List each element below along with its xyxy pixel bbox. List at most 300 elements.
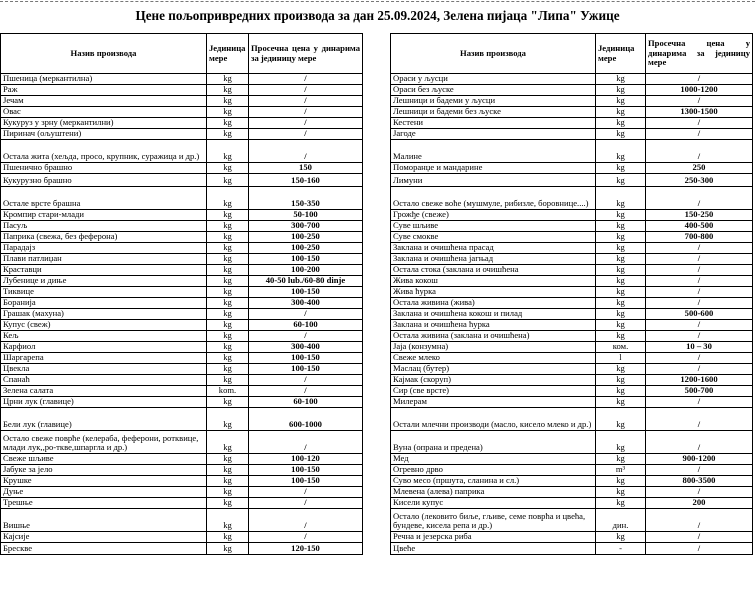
table-row — [391, 454, 753, 465]
table-row — [1, 221, 363, 232]
table-row — [1, 187, 363, 210]
table-row — [391, 465, 753, 476]
price-cell: / — [249, 375, 363, 386]
unit-cell: kg — [596, 331, 646, 342]
table-row — [1, 397, 363, 408]
product-name: Пшенично брашно — [1, 163, 207, 174]
table-row — [1, 320, 363, 331]
table-row — [391, 221, 753, 232]
price-cell: 500-700 — [646, 386, 753, 397]
price-cell: 250-300 — [646, 174, 753, 187]
unit-cell: kg — [207, 254, 249, 265]
table-row — [391, 476, 753, 487]
product-name: Суве смокве — [391, 232, 596, 243]
price-cell: 1200-1600 — [646, 375, 753, 386]
price-cell: 500-600 — [646, 309, 753, 320]
product-name: Пиринач (oљуштени) — [1, 129, 207, 140]
unit-cell: kg — [207, 309, 249, 320]
product-name: Речна и језерска риба — [391, 532, 596, 543]
table-row — [391, 353, 753, 364]
unit-cell: l — [596, 353, 646, 364]
unit-cell: kg — [596, 174, 646, 187]
table-row — [391, 140, 753, 163]
table-row — [391, 96, 753, 107]
product-name: Вишње — [1, 509, 207, 532]
table-row — [1, 129, 363, 140]
table-row — [391, 397, 753, 408]
unit-cell: kg — [596, 118, 646, 129]
unit-cell: kg — [596, 187, 646, 210]
product-name: Дуње — [1, 487, 207, 498]
price-cell: / — [646, 129, 753, 140]
table-row — [1, 476, 363, 487]
price-cell: 100-200 — [249, 265, 363, 276]
price-cell: / — [646, 287, 753, 298]
price-cell: / — [646, 298, 753, 309]
product-name: Кајсије — [1, 532, 207, 543]
product-name: Остала стока (заклана и очишћена — [391, 265, 596, 276]
table-row — [1, 532, 363, 543]
table-row — [1, 431, 363, 454]
unit-cell: kg — [207, 397, 249, 408]
price-cell: 100-250 — [249, 243, 363, 254]
price-cell: 100-150 — [249, 465, 363, 476]
price-cell: / — [249, 498, 363, 509]
table-row — [391, 375, 753, 386]
price-cell: / — [646, 543, 753, 555]
product-name: Остало (лековито биље, гљиве, семе поврћа и цвећа, бундеве, кисела репа и др.) — [391, 509, 596, 532]
price-cell: 150-250 — [646, 210, 753, 221]
price-cell: 1000-1200 — [646, 85, 753, 96]
unit-cell: kg — [596, 431, 646, 454]
table-row — [1, 254, 363, 265]
table-row — [391, 364, 753, 375]
product-name: Паприка (свежа, без феферона) — [1, 232, 207, 243]
table-row — [1, 243, 363, 254]
unit-cell: kg — [596, 487, 646, 498]
unit-cell: kg — [596, 532, 646, 543]
unit-cell: kg — [596, 386, 646, 397]
product-name: Грожђе (свеже) — [391, 210, 596, 221]
price-cell: / — [646, 353, 753, 364]
unit-cell: kg — [596, 85, 646, 96]
product-name: Заклана и очишћена прасад — [391, 243, 596, 254]
product-name: Остало свеже поврће (келераба, феферони, ротквице, млади лук,,ро-ткве,шпаргла и др.) — [1, 431, 207, 454]
product-name: Цвекла — [1, 364, 207, 375]
unit-cell: kg — [596, 397, 646, 408]
product-name: Заклана и очишћена ћурка — [391, 320, 596, 331]
unit-cell: kg — [596, 210, 646, 221]
product-name: Грашак (махуна) — [1, 309, 207, 320]
table-row — [1, 107, 363, 118]
table-row — [1, 375, 363, 386]
price-cell: / — [249, 386, 363, 397]
product-name: Црни лук (главице) — [1, 397, 207, 408]
price-cell: 100-150 — [249, 353, 363, 364]
unit-cell: kg — [207, 96, 249, 107]
unit-cell: kg — [596, 254, 646, 265]
table-row — [391, 543, 753, 555]
table-row — [1, 509, 363, 532]
table-row — [1, 210, 363, 221]
header-unit: Јединица мере — [207, 34, 249, 74]
unit-cell: kg — [207, 509, 249, 532]
price-cell: / — [646, 243, 753, 254]
unit-cell: kg — [207, 140, 249, 163]
product-name: Бели лук (главице) — [1, 408, 207, 431]
price-cell: / — [249, 85, 363, 96]
price-cell: 50-100 — [249, 210, 363, 221]
table-row — [391, 118, 753, 129]
unit-cell: kg — [207, 408, 249, 431]
unit-cell: kg — [596, 243, 646, 254]
table-row — [391, 210, 753, 221]
unit-cell: kg — [596, 364, 646, 375]
unit-cell: kg — [596, 287, 646, 298]
top-rule — [0, 0, 755, 4]
product-name: Брескве — [1, 543, 207, 555]
unit-cell: kg — [207, 476, 249, 487]
price-cell: / — [249, 532, 363, 543]
unit-cell: kg — [207, 243, 249, 254]
unit-cell: ком. — [596, 342, 646, 353]
page-title: Цене пољопривредних производа за дан 25.09.2024, Зелена пијаца "Липа" Ужице — [135, 8, 620, 23]
product-name: Суво месо (пршута, сланина и сл.) — [391, 476, 596, 487]
product-name: Суве шљиве — [391, 221, 596, 232]
price-cell: 400-500 — [646, 221, 753, 232]
product-name: Шаргарепа — [1, 353, 207, 364]
unit-cell: kg — [207, 221, 249, 232]
unit-cell: kg — [207, 331, 249, 342]
unit-cell: kg — [596, 408, 646, 431]
price-cell: / — [646, 140, 753, 163]
table-row — [391, 309, 753, 320]
product-name: Јечам — [1, 96, 207, 107]
table-row — [1, 386, 363, 397]
price-cell: / — [646, 509, 753, 532]
table-row — [1, 287, 363, 298]
table-row — [391, 163, 753, 174]
table-row — [1, 364, 363, 375]
table-row — [1, 140, 363, 163]
unit-cell: kom. — [207, 386, 249, 397]
table-row — [391, 107, 753, 118]
table-row — [391, 287, 753, 298]
table-row — [1, 174, 363, 187]
product-name: Заклана и очишћена кокош и пилад — [391, 309, 596, 320]
product-name: Ораси у љусци — [391, 74, 596, 85]
product-name: Огревно дрво — [391, 465, 596, 476]
price-cell: 10 – 30 — [646, 342, 753, 353]
price-cell: 100-150 — [249, 364, 363, 375]
unit-cell: kg — [207, 118, 249, 129]
price-cell: 300-400 — [249, 342, 363, 353]
unit-cell: kg — [207, 487, 249, 498]
price-cell: / — [249, 129, 363, 140]
product-name: Јабуке за јело — [1, 465, 207, 476]
table-row — [391, 331, 753, 342]
product-name: Жива кокош — [391, 276, 596, 287]
product-name: Карфиол — [1, 342, 207, 353]
table-row — [1, 487, 363, 498]
unit-cell: kg — [596, 309, 646, 320]
table-row — [1, 543, 363, 555]
product-name: Кајмак (скоруп) — [391, 375, 596, 386]
price-cell: 200 — [646, 498, 753, 509]
unit-cell: m³ — [596, 465, 646, 476]
product-name: Кукуруз у зрну (меркантилни) — [1, 118, 207, 129]
unit-cell: kg — [596, 476, 646, 487]
unit-cell: kg — [596, 232, 646, 243]
table-row — [1, 353, 363, 364]
price-cell: 120-150 — [249, 543, 363, 555]
price-cell: / — [646, 487, 753, 498]
product-name: Пшеница (меркантилна) — [1, 74, 207, 85]
product-name: Свеже шљиве — [1, 454, 207, 465]
product-name: Кестени — [391, 118, 596, 129]
table-row — [391, 386, 753, 397]
price-cell: 1300-1500 — [646, 107, 753, 118]
unit-cell: kg — [207, 210, 249, 221]
unit-cell: kg — [596, 96, 646, 107]
price-cell: / — [646, 254, 753, 265]
unit-cell: kg — [207, 74, 249, 85]
product-name: Сир (све врсте) — [391, 386, 596, 397]
unit-cell: kg — [596, 107, 646, 118]
price-cell: / — [249, 331, 363, 342]
product-name: Лешници и бадеми без љуске — [391, 107, 596, 118]
unit-cell: kg — [207, 375, 249, 386]
header-product-name: Назив производа — [1, 34, 207, 74]
unit-cell: kg — [207, 265, 249, 276]
table-row — [1, 298, 363, 309]
price-cell: 900-1200 — [646, 454, 753, 465]
product-name: Кисели купус — [391, 498, 596, 509]
product-name: Остала живина (жива) — [391, 298, 596, 309]
product-name: Свеже млеко — [391, 353, 596, 364]
price-cell: / — [249, 140, 363, 163]
price-cell: 300-700 — [249, 221, 363, 232]
price-cell: / — [249, 509, 363, 532]
price-cell: 100-120 — [249, 454, 363, 465]
price-cell: / — [646, 331, 753, 342]
price-cell: / — [646, 276, 753, 287]
unit-cell: kg — [207, 431, 249, 454]
unit-cell: kg — [207, 232, 249, 243]
unit-cell: kg — [207, 287, 249, 298]
price-cell: / — [646, 465, 753, 476]
unit-cell: kg — [207, 465, 249, 476]
table-row — [1, 265, 363, 276]
product-name: Мед — [391, 454, 596, 465]
header-price: Просечна цена у динарима за јединицу мере — [249, 34, 363, 74]
price-cell: 300-400 — [249, 298, 363, 309]
table-row — [1, 74, 363, 85]
unit-cell: kg — [596, 140, 646, 163]
product-name: Остала жита (хељда, просо, крупник, суражица и др.) — [1, 140, 207, 163]
price-cell: / — [646, 431, 753, 454]
price-cell: / — [646, 74, 753, 85]
price-cell: 600-1000 — [249, 408, 363, 431]
product-name: Раж — [1, 85, 207, 96]
price-cell: 40-50 lub./60-80 dinje — [249, 276, 363, 287]
table-row — [1, 96, 363, 107]
unit-cell: kg — [596, 276, 646, 287]
product-name: Краставци — [1, 265, 207, 276]
price-cell: 250 — [646, 163, 753, 174]
product-name: Цвеће — [391, 543, 596, 555]
table-row — [391, 320, 753, 331]
unit-cell: kg — [596, 265, 646, 276]
unit-cell: kg — [207, 364, 249, 375]
product-name: Јаја (конзумна) — [391, 342, 596, 353]
price-cell: / — [249, 309, 363, 320]
unit-cell: kg — [207, 298, 249, 309]
table-row — [1, 498, 363, 509]
table-row — [391, 85, 753, 96]
header-product-name: Назив производа — [391, 34, 596, 74]
price-cell: 700-800 — [646, 232, 753, 243]
product-name: Плави патлиџан — [1, 254, 207, 265]
unit-cell: kg — [207, 532, 249, 543]
price-cell: / — [249, 487, 363, 498]
table-row — [1, 331, 363, 342]
table-row — [391, 431, 753, 454]
product-name: Спанаћ — [1, 375, 207, 386]
price-cell: 100-250 — [249, 232, 363, 243]
unit-cell: kg — [207, 174, 249, 187]
unit-cell: kg — [596, 298, 646, 309]
product-name: Лешници и бадеми у љусци — [391, 96, 596, 107]
price-cell: / — [646, 118, 753, 129]
unit-cell: kg — [596, 129, 646, 140]
product-name: Ораси без љуске — [391, 85, 596, 96]
price-cell: 100-150 — [249, 476, 363, 487]
product-name: Јагоде — [391, 129, 596, 140]
table-row — [391, 74, 753, 85]
price-cell: 150-350 — [249, 187, 363, 210]
unit-cell: kg — [596, 163, 646, 174]
product-name: Остале врсте брашна — [1, 187, 207, 210]
price-cell: / — [646, 408, 753, 431]
product-name: Овас — [1, 107, 207, 118]
price-cell: 60-100 — [249, 320, 363, 331]
table-row — [391, 232, 753, 243]
price-cell: / — [249, 431, 363, 454]
price-cell: 150 — [249, 163, 363, 174]
price-cell: / — [646, 187, 753, 210]
unit-cell: kg — [596, 221, 646, 232]
product-name: Поморанџе и мандарине — [391, 163, 596, 174]
unit-cell: kg — [207, 129, 249, 140]
price-cell: / — [646, 364, 753, 375]
unit-cell: kg — [207, 163, 249, 174]
unit-cell: kg — [207, 342, 249, 353]
price-cell: / — [249, 96, 363, 107]
price-cell: / — [646, 96, 753, 107]
price-cell: / — [249, 107, 363, 118]
product-name: Остали млечни производи (масло, кисело млеко и др.) — [391, 408, 596, 431]
unit-cell: kg — [207, 498, 249, 509]
table-row — [391, 509, 753, 532]
table-row — [1, 454, 363, 465]
unit-cell: kg — [596, 74, 646, 85]
product-name: Заклана и очишћена јагњад — [391, 254, 596, 265]
table-row — [391, 174, 753, 187]
unit-cell: kg — [596, 498, 646, 509]
table-row — [391, 532, 753, 543]
price-cell: / — [249, 74, 363, 85]
table-row — [391, 187, 753, 210]
header-price: Просечна цена у динарима за јединицу мере — [646, 34, 753, 74]
product-name: Кромпир стари-млади — [1, 210, 207, 221]
table-row — [1, 408, 363, 431]
price-cell: 100-150 — [249, 254, 363, 265]
table-row — [391, 265, 753, 276]
price-cell: 100-150 — [249, 287, 363, 298]
price-cell: / — [646, 397, 753, 408]
price-table-left — [0, 33, 363, 555]
price-cell: / — [646, 265, 753, 276]
product-name: Парадајз — [1, 243, 207, 254]
header-unit: Јединица мере — [596, 34, 646, 74]
product-name: Млевена (алева) паприка — [391, 487, 596, 498]
product-name: Лимуни — [391, 174, 596, 187]
price-cell: / — [646, 532, 753, 543]
unit-cell: kg — [207, 543, 249, 555]
product-name: Остала живина (заклана и очишћена) — [391, 331, 596, 342]
table-row — [1, 342, 363, 353]
product-name: Лубенице и диње — [1, 276, 207, 287]
product-name: Купус (свеж) — [1, 320, 207, 331]
table-row — [1, 85, 363, 96]
product-name: Кукурузно брашно — [1, 174, 207, 187]
unit-cell: kg — [207, 353, 249, 364]
product-name: Тиквице — [1, 287, 207, 298]
price-cell: 800-3500 — [646, 476, 753, 487]
product-name: Остало свеже воће (мушмуле, рибизле, боровнице....) — [391, 187, 596, 210]
price-cell: / — [646, 320, 753, 331]
table-row — [1, 118, 363, 129]
unit-cell: kg — [207, 320, 249, 331]
table-row — [1, 309, 363, 320]
product-name: Кељ — [1, 331, 207, 342]
table-row — [391, 254, 753, 265]
table-row — [391, 408, 753, 431]
product-name: Зелена салата — [1, 386, 207, 397]
unit-cell: kg — [207, 107, 249, 118]
product-name: Жива ћурка — [391, 287, 596, 298]
unit-cell: kg — [596, 454, 646, 465]
product-name: Маслац (бутер) — [391, 364, 596, 375]
table-row — [1, 465, 363, 476]
unit-cell: kg — [207, 276, 249, 287]
product-name: Милерам — [391, 397, 596, 408]
price-cell: 150-160 — [249, 174, 363, 187]
product-name: Боранија — [1, 298, 207, 309]
table-row — [1, 276, 363, 287]
table-row — [391, 498, 753, 509]
table-row — [391, 487, 753, 498]
unit-cell: дин. — [596, 509, 646, 532]
unit-cell: - — [596, 543, 646, 555]
table-row — [391, 342, 753, 353]
table-row — [391, 276, 753, 287]
unit-cell: kg — [207, 187, 249, 210]
unit-cell: kg — [596, 375, 646, 386]
unit-cell: kg — [596, 320, 646, 331]
table-row — [391, 298, 753, 309]
